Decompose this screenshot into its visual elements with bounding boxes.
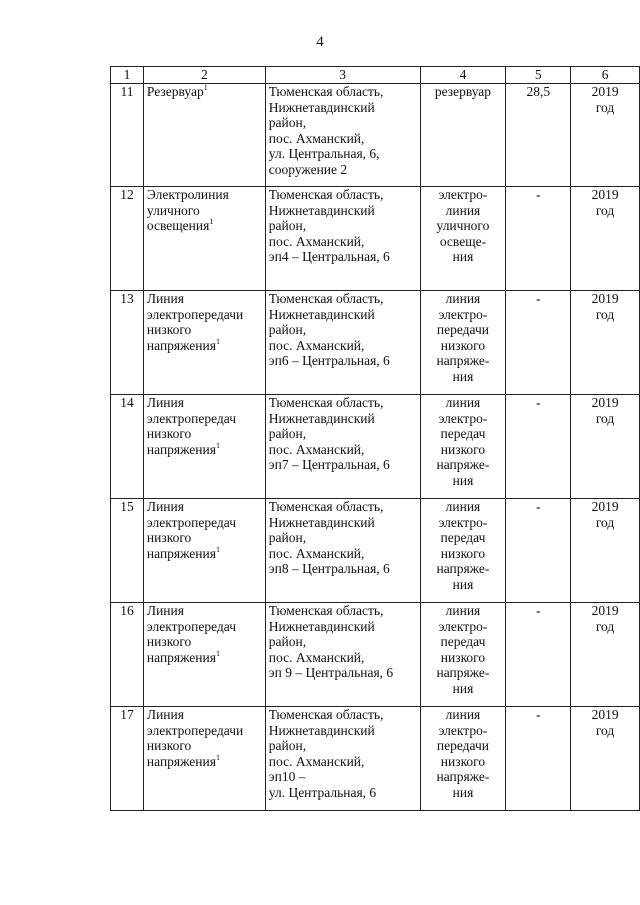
row-number: 15	[111, 499, 144, 603]
footnote-mark: 1	[209, 217, 214, 227]
object-year: 2019 год	[571, 707, 640, 811]
column-header: 6	[571, 67, 640, 84]
object-name: Линия электропередач низкого напряжения	[146, 499, 237, 561]
object-value: -	[506, 291, 571, 395]
row-number: 16	[111, 603, 144, 707]
column-header: 3	[265, 67, 420, 84]
object-value: 28,5	[506, 84, 571, 187]
column-header: 5	[506, 67, 571, 84]
object-address: Тюменская область, Нижнетавдинский район, пос. Ахманский, эп6 – Центральная, 6	[265, 291, 420, 395]
object-value: -	[506, 187, 571, 291]
object-value: -	[506, 707, 571, 811]
object-year: 2019 год	[571, 84, 640, 187]
object-address: Тюменская область, Нижнетавдинский район, пос. Ахманский, эп10 – ул. Центральная, 6	[265, 707, 420, 811]
object-name: Линия электропередач низкого напряжения	[146, 395, 237, 457]
object-type: линия электро- передачи низкого напряже- ния	[420, 291, 506, 395]
object-value: -	[506, 395, 571, 499]
table-row	[111, 707, 640, 811]
object-type: линия электро- передач низкого напряже- ния	[420, 395, 506, 499]
object-address: Тюменская область, Нижнетавдинский район, пос. Ахманский, эп8 – Центральная, 6	[265, 499, 420, 603]
footnote-mark: 1	[215, 648, 220, 658]
object-value: -	[506, 499, 571, 603]
footnote-mark: 1	[215, 336, 220, 346]
object-name-cell	[143, 291, 265, 395]
object-type: линия электро- передачи низкого напряже- ния	[420, 707, 506, 811]
object-type: линия электро- передач низкого напряже- ния	[420, 603, 506, 707]
object-address: Тюменская область, Нижнетавдинский район, пос. Ахманский, ул. Центральная, 6, сооружение 2	[265, 84, 420, 187]
object-type: линия электро- передач низкого напряже- ния	[420, 499, 506, 603]
object-name-cell	[143, 395, 265, 499]
footnote-mark: 1	[203, 83, 208, 92]
object-name: Линия электропередачи низкого напряжения	[146, 291, 244, 353]
table-row	[111, 84, 640, 187]
object-name: Электролиния уличного освещения	[146, 187, 229, 234]
object-name: Линия электропередач низкого напряжения	[146, 603, 237, 665]
object-name: Линия электропередачи низкого напряжения	[146, 707, 244, 769]
object-year: 2019 год	[571, 291, 640, 395]
column-header: 1	[111, 67, 144, 84]
property-register-table	[110, 66, 640, 811]
page-number: 4	[316, 34, 324, 50]
object-year: 2019 год	[571, 187, 640, 291]
row-number: 17	[111, 707, 144, 811]
object-year: 2019 год	[571, 603, 640, 707]
object-name: Резервуар	[146, 84, 204, 99]
object-value: -	[506, 603, 571, 707]
object-name-cell	[143, 603, 265, 707]
object-address: Тюменская область, Нижнетавдинский район, пос. Ахманский, эп7 – Центральная, 6	[265, 395, 420, 499]
object-address: Тюменская область, Нижнетавдинский район, пос. Ахманский, эп4 – Центральная, 6	[265, 187, 420, 291]
object-type: резервуар	[420, 84, 506, 187]
object-year: 2019 год	[571, 499, 640, 603]
row-number: 11	[111, 84, 144, 187]
row-number: 12	[111, 187, 144, 291]
table-row	[111, 499, 640, 603]
row-number: 13	[111, 291, 144, 395]
footnote-mark: 1	[215, 440, 220, 450]
object-name-cell	[143, 187, 265, 291]
table-header-row	[111, 67, 640, 84]
footnote-mark: 1	[215, 752, 220, 762]
footnote-mark: 1	[215, 544, 220, 554]
table-row	[111, 187, 640, 291]
object-type: электро- линия уличного освеще- ния	[420, 187, 506, 291]
object-address: Тюменская область, Нижнетавдинский район, пос. Ахманский, эп 9 – Центральная, 6	[265, 603, 420, 707]
table-row	[111, 395, 640, 499]
column-header: 2	[143, 67, 265, 84]
object-name-cell	[143, 499, 265, 603]
object-name-cell	[143, 84, 265, 187]
table-row	[111, 291, 640, 395]
table-body	[111, 84, 640, 811]
object-year: 2019 год	[571, 395, 640, 499]
row-number: 14	[111, 395, 144, 499]
object-name-cell	[143, 707, 265, 811]
column-header: 4	[420, 67, 506, 84]
table-row	[111, 603, 640, 707]
